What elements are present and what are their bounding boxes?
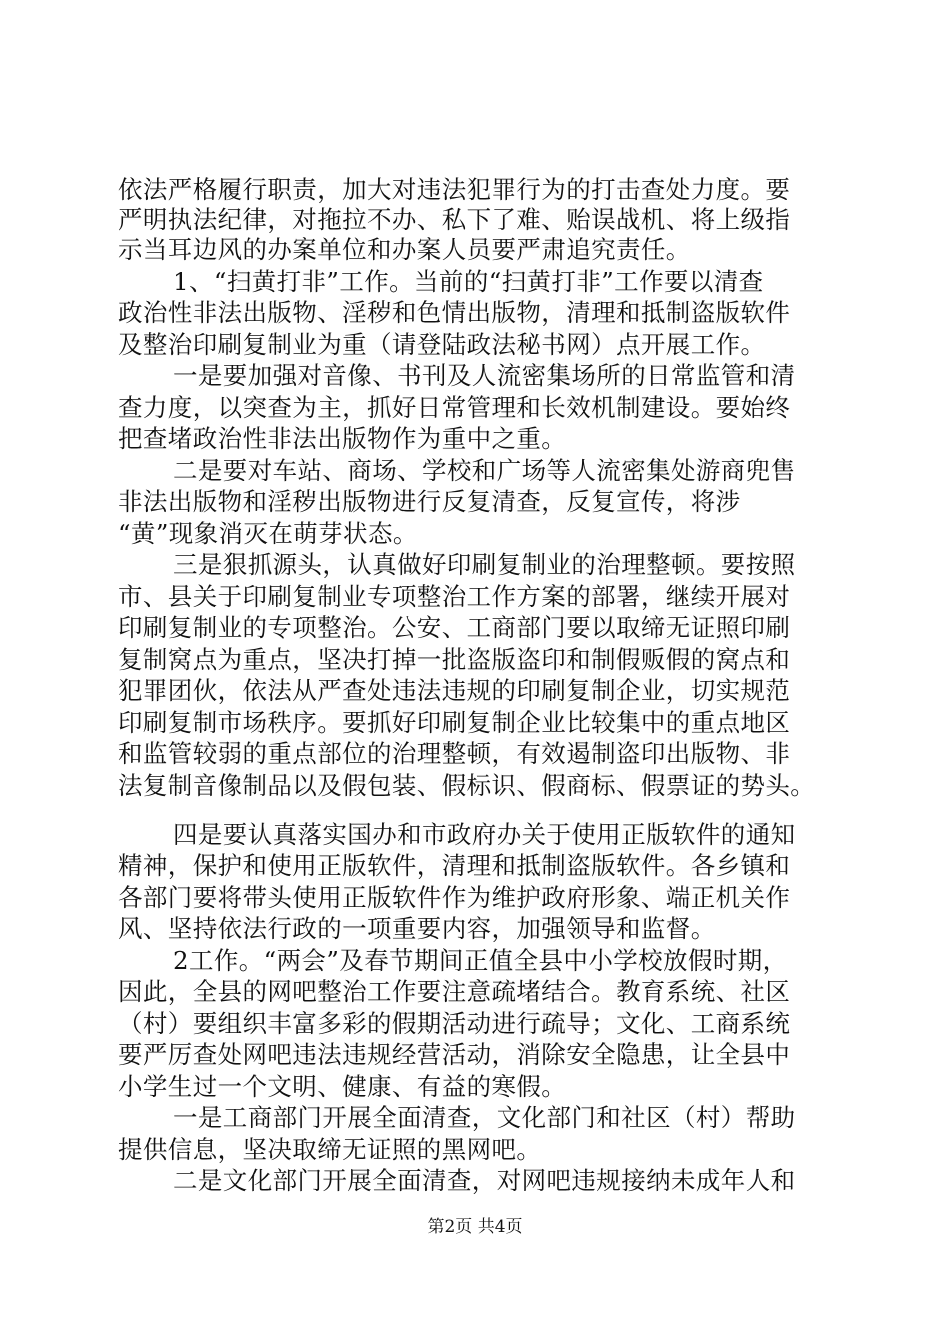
text-line: 犯罪团伙，依法从严查处违法违规的印刷复制企业，切实规范 bbox=[118, 676, 791, 705]
text-line: 依法严格履行职责，加大对违法犯罪行为的打击查处力度。要 bbox=[118, 175, 791, 204]
text-line: 风、坚持依法行政的一项重要内容，加强领导和监督。 bbox=[118, 914, 716, 943]
text-line: 法复制音像制品以及假包装、假标识、假商标、假票证的势头。 bbox=[118, 771, 816, 800]
text-line: 示当耳边风的办案单位和办案人员要严肃追究责任。 bbox=[118, 235, 691, 264]
text-line: 把查堵政治性非法出版物作为重中之重。 bbox=[118, 424, 567, 453]
text-line: 一是工商部门开展全面清查，文化部门和社区（村）帮助 bbox=[173, 1103, 796, 1132]
text-line: 查力度，以突查为主，抓好日常管理和长效机制建设。要始终 bbox=[118, 393, 791, 422]
text-line: 小学生过一个文明、健康、有益的寒假。 bbox=[118, 1072, 567, 1101]
text-line: 复制窝点为重点，坚决打掉一批盗版盗印和制假贩假的窝点和 bbox=[118, 645, 791, 674]
text-line: 1、“扫黄打非”工作。当前的“扫黄打非”工作要以清查 bbox=[173, 267, 764, 296]
text-line: 和监管较弱的重点部位的治理整顿，有效遏制盗印出版物、非 bbox=[118, 739, 791, 768]
text-line: 市、县关于印刷复制业专项整治工作方案的部署，继续开展对 bbox=[118, 582, 791, 611]
text-line: 一是要加强对音像、书刊及人流密集场所的日常监管和清 bbox=[173, 361, 796, 390]
text-line: 因此，全县的网吧整治工作要注意疏堵结合。教育系统、社区 bbox=[118, 977, 791, 1006]
text-line: 二是文化部门开展全面清查，对网吧违规接纳未成年人和 bbox=[173, 1166, 796, 1195]
text-line: 二是要对车站、商场、学校和广场等人流密集处游商兜售 bbox=[173, 456, 796, 485]
text-line: 各部门要将带头使用正版软件作为维护政府形象、端正机关作 bbox=[118, 883, 791, 912]
text-line: 印刷复制市场秩序。要抓好印刷复制企业比较集中的重点地区 bbox=[118, 708, 791, 737]
text-line: 印刷复制业的专项整治。公安、工商部门要以取缔无证照印刷 bbox=[118, 613, 791, 642]
text-line: 四是要认真落实国办和市政府办关于使用正版软件的通知 bbox=[173, 820, 796, 849]
text-line: “黄”现象消灭在萌芽状态。 bbox=[118, 519, 418, 548]
page-number: 第2页 共4页 bbox=[427, 1217, 523, 1237]
text-line: 非法出版物和淫秽出版物进行反复清查，反复宣传，将涉 bbox=[118, 487, 741, 516]
text-line: 严明执法纪律，对拖拉不办、私下了难、贻误战机、将上级指 bbox=[118, 205, 791, 234]
text-line: 精神，保护和使用正版软件，清理和抵制盗版软件。各乡镇和 bbox=[118, 851, 791, 880]
text-line: 提供信息，坚决取缔无证照的黑网吧。 bbox=[118, 1135, 542, 1164]
text-line: 三是狠抓源头，认真做好印刷复制业的治理整顿。要按照 bbox=[173, 550, 796, 579]
text-line: （村）要组织丰富多彩的假期活动进行疏导；文化、工商系统 bbox=[118, 1009, 791, 1038]
text-line: 2工作。“两会”及春节期间正值全县中小学校放假时期， bbox=[173, 946, 788, 975]
text-line: 要严厉查处网吧违法违规经营活动，消除安全隐患，让全县中 bbox=[118, 1040, 791, 1069]
text-line: 及整治印刷复制业为重（请登陆政法秘书网）点开展工作。 bbox=[118, 330, 766, 359]
text-line: 政治性非法出版物、淫秽和色情出版物，清理和抵制盗版软件 bbox=[118, 298, 791, 327]
